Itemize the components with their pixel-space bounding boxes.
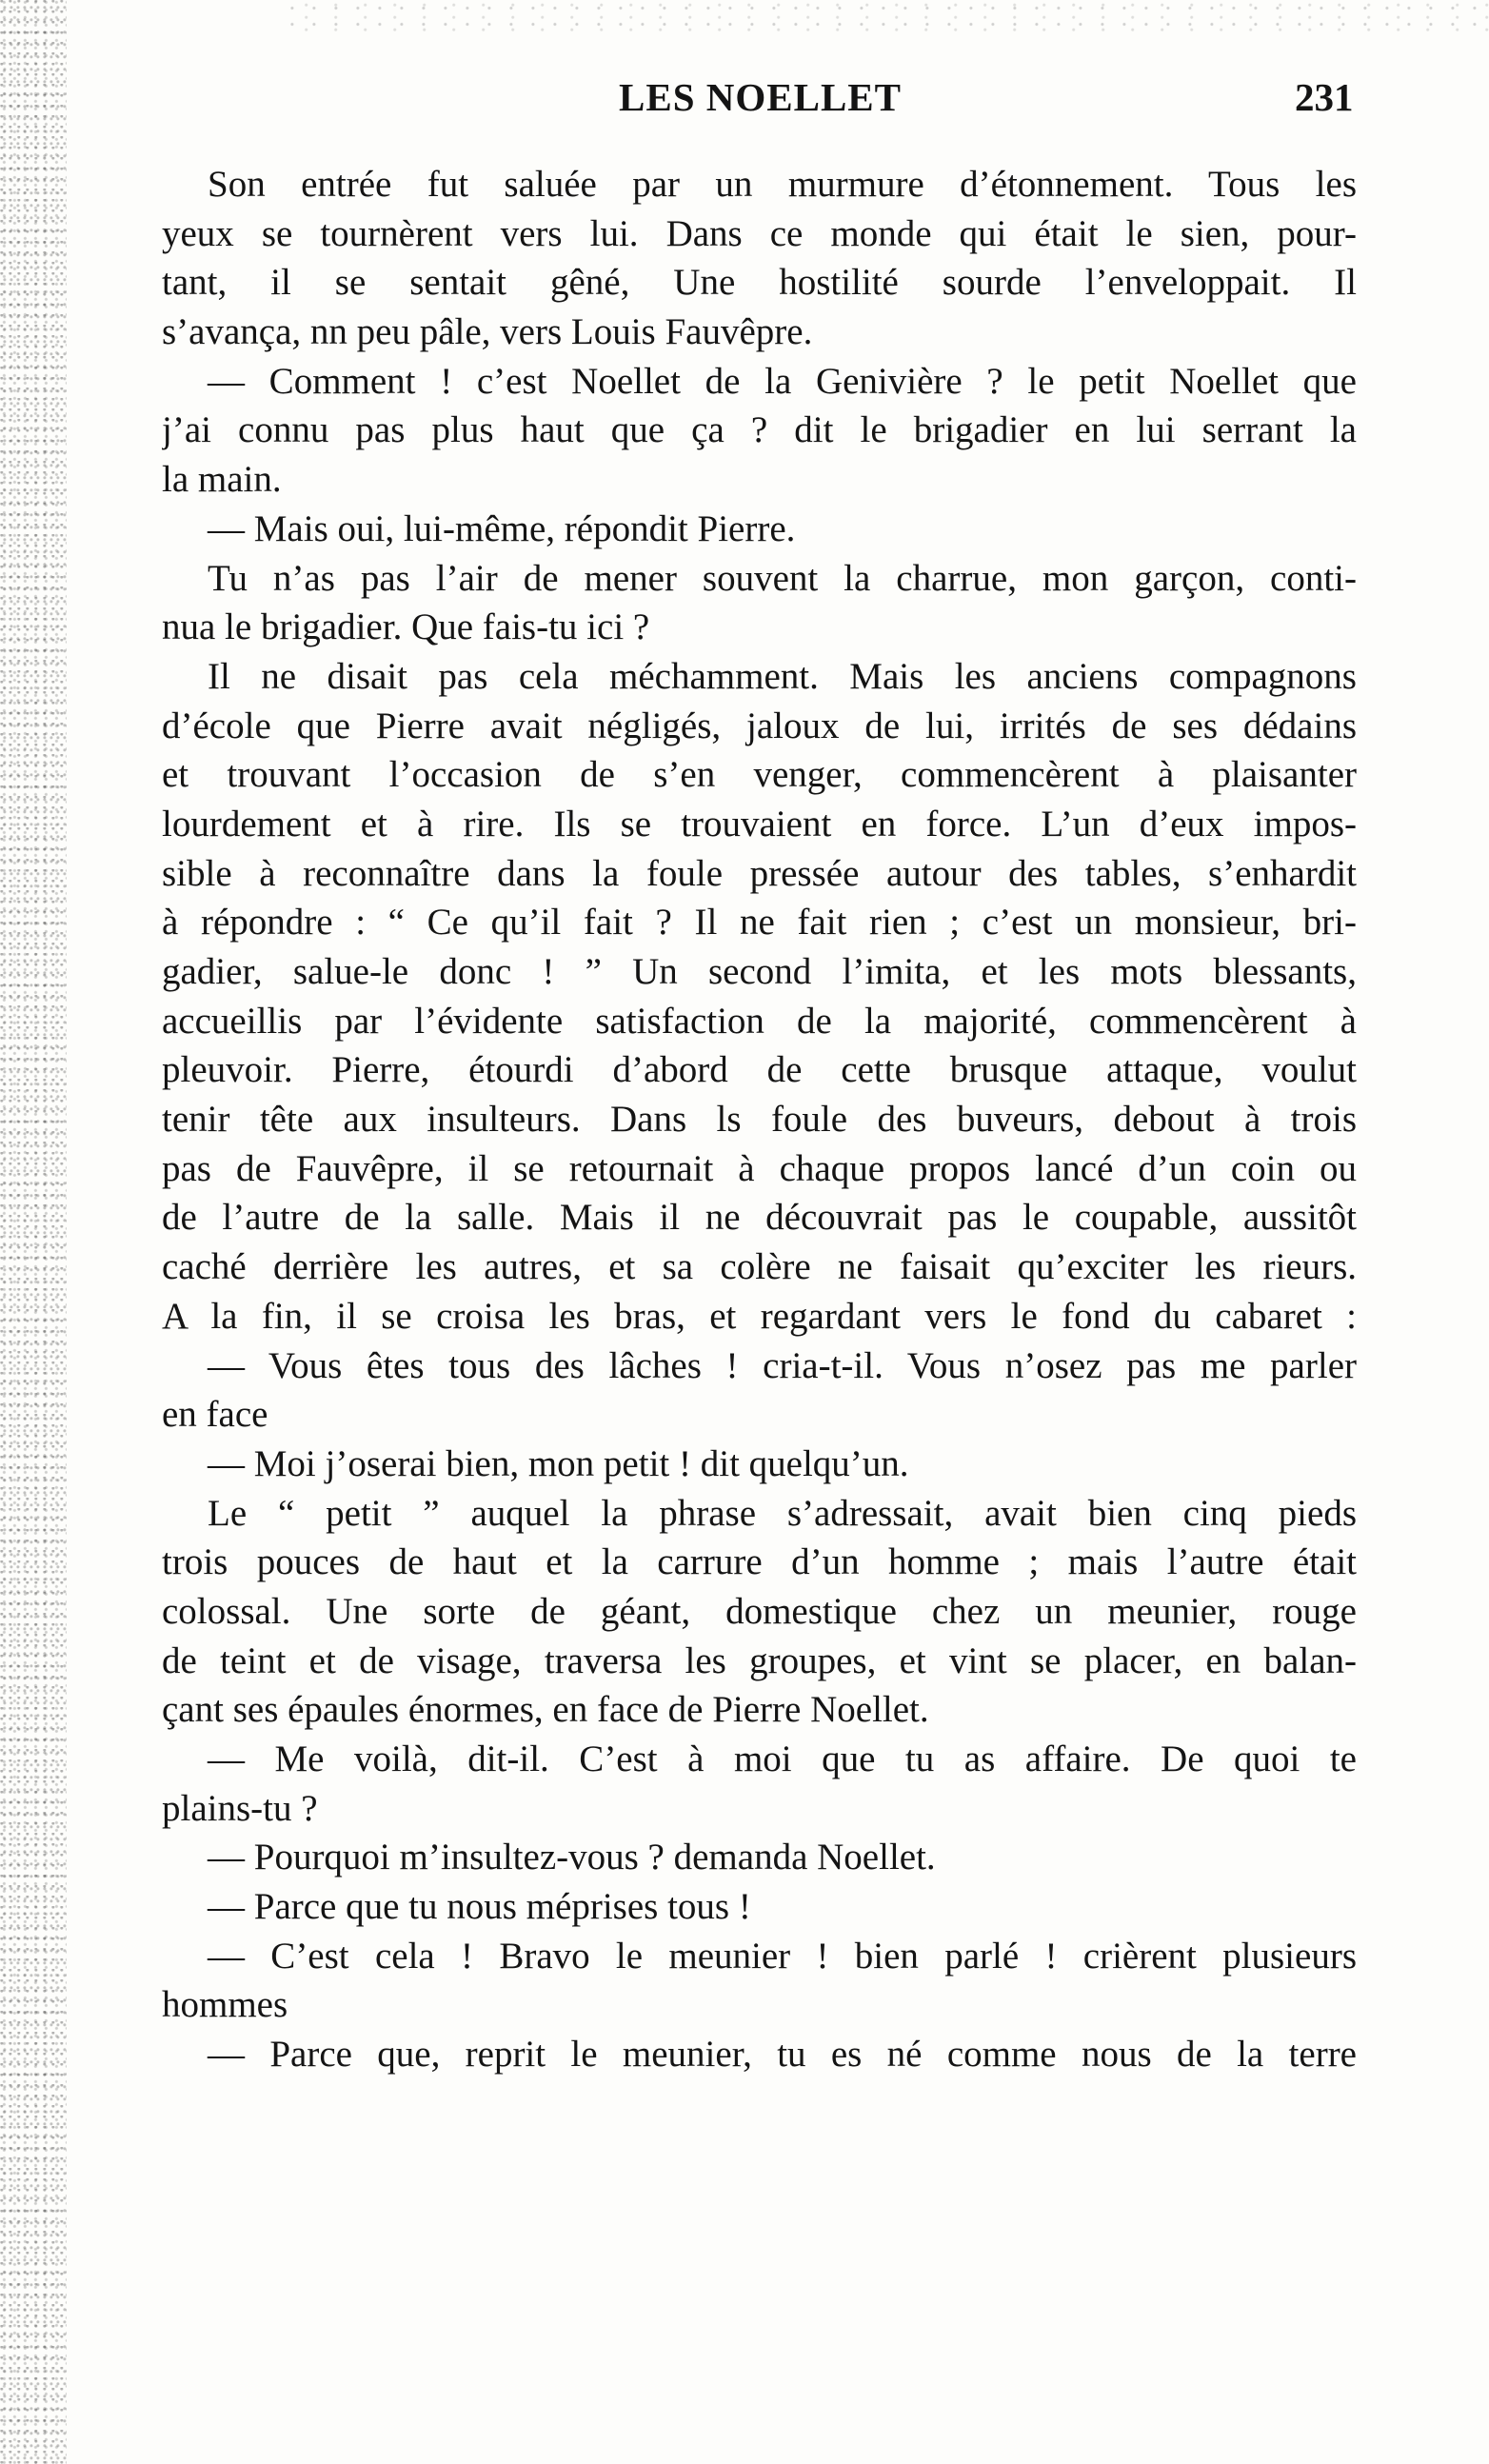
text-line: de teint et de visage, traversa les groupes, et vint se placer, en balan- xyxy=(162,1639,1357,1681)
page-number: 231 xyxy=(1295,75,1354,119)
text-line: çant ses épaules énormes, en face de Pierre Noellet. xyxy=(162,1689,929,1731)
text-line: gadier, salue-le donc ! ” Un second l’imita, et les mots blessants, xyxy=(162,951,1357,992)
text-line: tenir tête aux insulteurs. Dans ls foule des buveurs, debout à trois xyxy=(162,1099,1357,1141)
text-line: de l’autre de la salle. Mais il ne découvrait pas le coupable, aussitôt xyxy=(162,1197,1357,1239)
text-line: — Vous êtes tous des lâches ! cria-t-il. Vous n’osez pas me parler xyxy=(208,1344,1357,1386)
text-line: d’école que Pierre avait négligés, jaloux de lui, irrités de ses dédains xyxy=(162,705,1357,746)
text-line: — Pourquoi m’insultez-vous ? demanda Noellet. xyxy=(208,1837,936,1878)
running-head-title: LES NOELLET xyxy=(619,75,902,119)
text-line: sible à reconnaître dans la foule pressée autour des tables, s’enhardit xyxy=(162,852,1357,894)
text-line: Le “ petit ” auquel la phrase s’adressait, avait bien cinq pieds xyxy=(208,1492,1357,1534)
text-line: accueillis par l’évidente satisfaction de la majorité, commencèrent à xyxy=(162,1000,1357,1042)
scan-top-noise xyxy=(286,0,1489,38)
text-line: — Parce que tu nous méprises tous ! xyxy=(208,1886,751,1928)
text-line: caché derrière les autres, et sa colère ne faisait qu’exciter les rieurs. xyxy=(162,1246,1357,1288)
text-line: s’avança, nn peu pâle, vers Louis Fauvêpre. xyxy=(162,311,813,353)
text-line: et trouvant l’occasion de s’en venger, commencèrent à plaisanter xyxy=(162,754,1357,796)
text-line: pleuvoir. Pierre, étourdi d’abord de cette brusque attaque, voulut xyxy=(162,1049,1357,1091)
text-line: — Comment ! c’est Noellet de la Genivière ? le petit Noellet que xyxy=(208,360,1357,402)
text-line: yeux se tournèrent vers lui. Dans ce monde qui était le sien, pour- xyxy=(162,212,1357,254)
text-line: tant, il se sentait gêné, Une hostilité sourde l’enveloppait. Il xyxy=(162,262,1357,304)
text-line: — C’est cela ! Bravo le meunier ! bien parlé ! crièrent plusieurs xyxy=(208,1935,1357,1977)
text-line: Il ne disait pas cela méchamment. Mais les anciens compagnons xyxy=(208,655,1357,697)
text-line: — Moi j’oserai bien, mon petit ! dit quelqu’un. xyxy=(208,1442,909,1484)
text-line: A la fin, il se croisa les bras, et regardant vers le fond du cabaret : xyxy=(162,1295,1357,1337)
text-line: colossal. Une sorte de géant, domestique chez un meunier, rouge xyxy=(162,1590,1357,1632)
text-line: — Me voilà, dit-il. C’est à moi que tu as affaire. De quoi te xyxy=(208,1739,1357,1779)
text-line: nua le brigadier. Que fais-tu ici ? xyxy=(162,606,650,648)
text-line: trois pouces de haut et la carrure d’un homme ; mais l’autre était xyxy=(162,1541,1357,1583)
running-head xyxy=(0,74,1489,131)
scan-edge-noise xyxy=(0,0,67,2464)
text-line: à répondre : “ Ce qu’il fait ? Il ne fait rien ; c’est un monsieur, bri- xyxy=(162,902,1357,944)
text-line: — Parce que, reprit le meunier, tu es né comme nous de la terre xyxy=(208,2034,1357,2076)
text-line: hommes xyxy=(162,1984,288,2026)
text-line: lourdement et à rire. Ils se trouvaient en force. L’un d’eux impos- xyxy=(162,803,1357,845)
text-line: — Mais oui, lui-même, répondit Pierre. xyxy=(208,507,796,549)
text-line: plains-tu ? xyxy=(162,1787,318,1829)
text-line: Son entrée fut saluée par un murmure d’étonnement. Tous les xyxy=(208,164,1357,205)
text-line: la main. xyxy=(162,459,282,501)
text-line: Tu n’as pas l’air de mener souvent la charrue, mon garçon, conti- xyxy=(208,557,1357,599)
text-line: pas de Fauvêpre, il se retournait à chaque propos lancé d’un coin ou xyxy=(162,1147,1357,1189)
text-line: en face xyxy=(162,1394,268,1436)
body-text xyxy=(162,160,1357,2079)
text-line: j’ai connu pas plus haut que ça ? dit le brigadier en lui serrant la xyxy=(162,409,1357,451)
